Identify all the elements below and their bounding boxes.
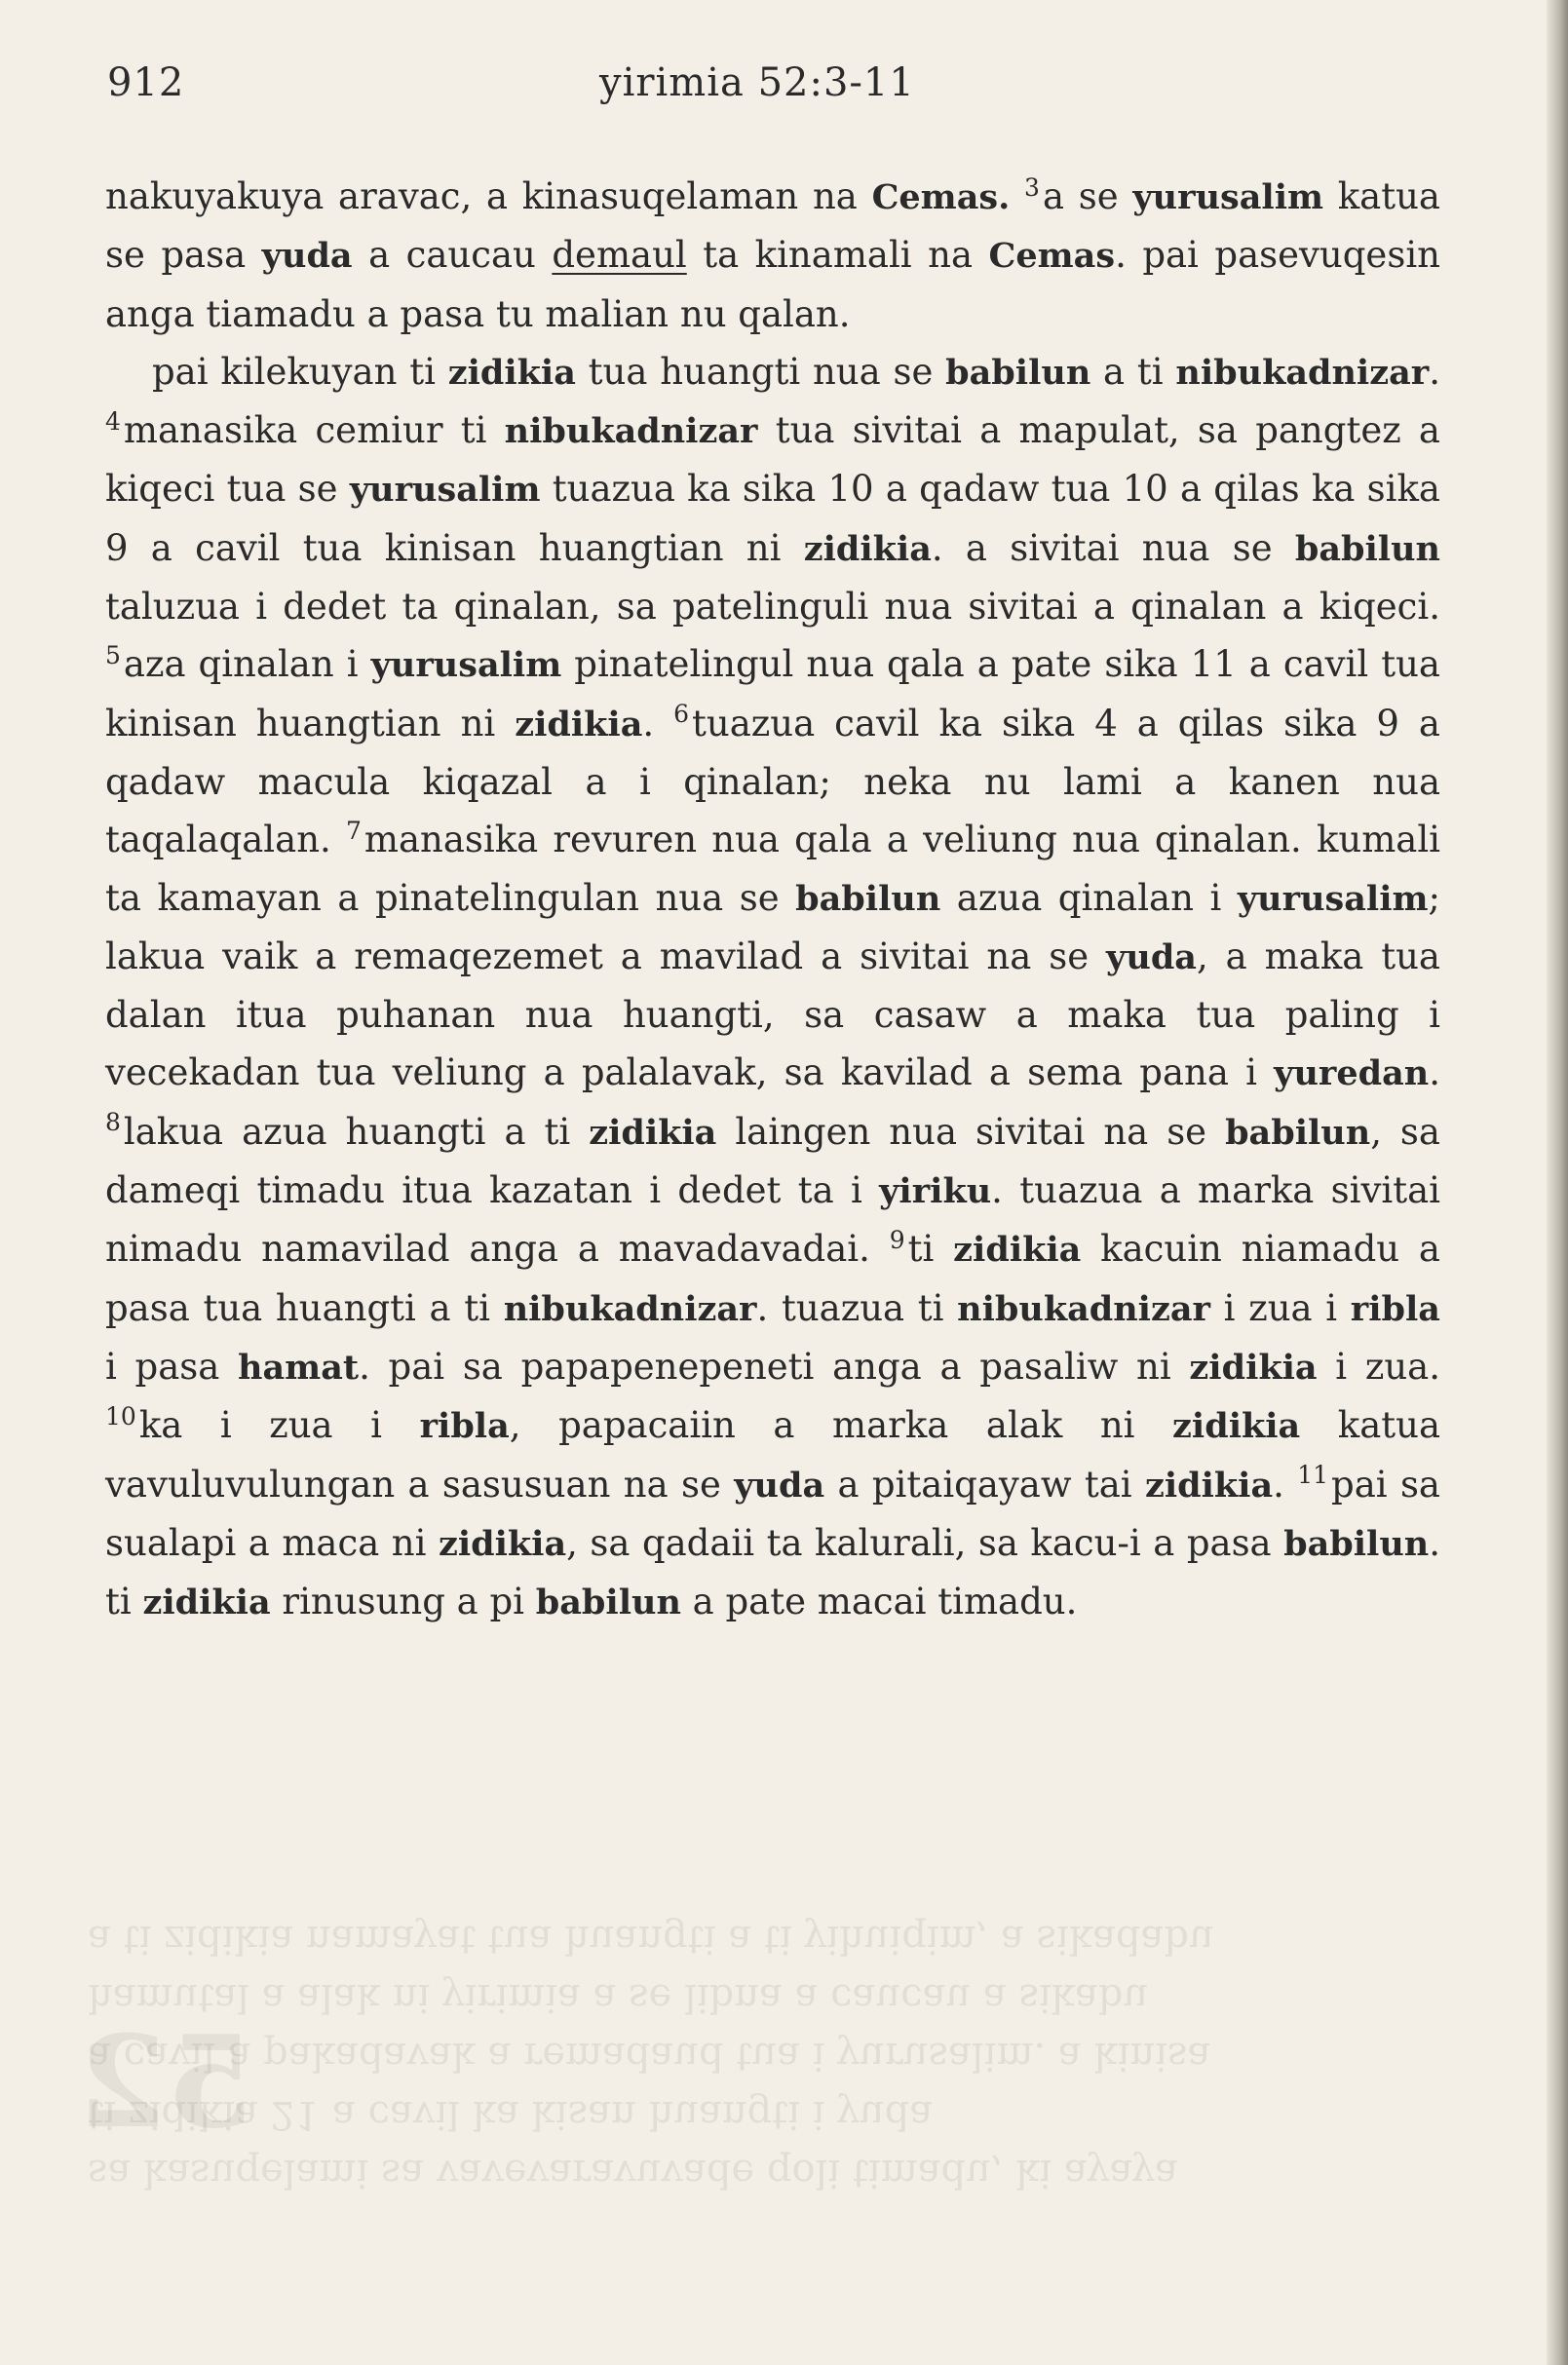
text-run: tuazua cavil ka sika 4 a qilas sika 9 a qadaw macula kiqazal a i qinalan; neka nu lami a kanen nua taqalaqalan. (105, 702, 1440, 861)
bold-name: yuredan (1274, 1053, 1430, 1094)
bold-name: babilun (1294, 528, 1440, 569)
page-header (107, 60, 1433, 119)
text-run: , sa qadaii ta kalurali, sa kacu-i a pasa (566, 1521, 1284, 1564)
text-run: . tuazua ti (756, 1286, 958, 1329)
verse-number: 8 (105, 1108, 121, 1137)
text-run: tua huangti nua se (575, 350, 946, 393)
text-run: ka i zua i (138, 1404, 420, 1447)
text-run: . (1273, 1463, 1298, 1506)
text-run: katua vavuluvulungan a sasusuan na se (105, 1404, 1441, 1506)
text-run: pai kilekuyan ti (152, 350, 448, 393)
text-run: lakua azua huangti a ti (123, 1110, 590, 1153)
paragraph (105, 343, 1440, 1632)
text-run: ti (907, 1228, 954, 1271)
verse-number: 7 (345, 816, 362, 845)
text-run: laingen nua sivitai na se (716, 1110, 1226, 1153)
bold-name: yurusalim (349, 470, 541, 511)
text-run: i zua. (1317, 1345, 1440, 1388)
text-run: , a maka tua dalan itua puhanan nua huangti, sa casaw a maka tua paling i vecekadan tua veliung a palalavak, sa kavilad a sema pana i (105, 935, 1440, 1094)
show-through-text: sa kasuqelami sa vavevaravuvade qoli timadu, ki ayaya ti zidikia 21 a cavil ka kisan huangti i yuda a cavil a pakadavak a remadaud tua i yurusalim. a kinisa hamutal a alak ni yirimia a se libna a caucau a sikabu a ti zidikia namayat tua huangti a ti yihuiqim, a sikadabu (88, 1917, 1214, 2195)
bold-name: babilun (535, 1583, 681, 1623)
bold-name: nibukadnizar (503, 1288, 757, 1329)
text-run: nakuyakuya aravac, a kinasuqelaman na (105, 175, 872, 217)
bold-name: ribla (419, 1406, 510, 1447)
bold-name: yuda (734, 1465, 825, 1506)
text-run: manasika revuren nua qala a veliung nua qinalan. kumali ta kamayan a pinatelingulan nua se (105, 819, 1441, 919)
text-run: pinatelingul nua qala a pate sika 11 a cavil tua kinisan huangtian ni (105, 643, 1440, 744)
bold-name: zidikia (953, 1230, 1082, 1271)
text-run: . pai sa papapenepeneti anga a pasaliw ni (359, 1345, 1190, 1388)
body-text (105, 168, 1440, 1631)
text-run: . (1429, 350, 1440, 393)
text-run: . tuazua a marka sivitai nimadu namavilad anga a mavadavadai. (105, 1169, 1440, 1271)
verse-number: 6 (673, 700, 690, 729)
text-run (1010, 175, 1024, 217)
bold-name: Cemas. (871, 177, 1011, 217)
text-run: manasika cemiur ti (123, 409, 505, 452)
text-run: i pasa (105, 1345, 239, 1388)
bold-name: yuda (261, 236, 353, 277)
text-run: ; lakua vaik a remaqezemet a mavilad a sivitai na se (105, 876, 1440, 977)
bold-name: babilun (1283, 1523, 1430, 1564)
text-run: a caucau (352, 234, 553, 277)
text-run: a pate macai timadu. (680, 1581, 1078, 1623)
bold-name: yuda (1106, 936, 1197, 977)
bold-name: yurusalim (370, 645, 562, 686)
verse-number: 11 (1297, 1461, 1329, 1490)
text-run: . (1429, 1051, 1440, 1094)
bold-name: hamat (238, 1347, 360, 1388)
text-run: azua qinalan i (940, 876, 1238, 919)
running-head: yirimia 52:3-11 (599, 60, 915, 105)
bold-name: zidikia (438, 1523, 567, 1564)
text-run: tua sivitai a mapulat, sa pangtez a kiqeci tua se (105, 409, 1440, 511)
bold-name: babilun (1225, 1112, 1371, 1153)
text-run: a pitaiqayaw tai (824, 1463, 1145, 1506)
page-number: 912 (107, 60, 185, 105)
text-run: , papacaiin a marka alak ni (509, 1404, 1173, 1447)
text-run: katua se pasa (105, 175, 1440, 277)
text-run: . a sivitai nua se (931, 526, 1295, 569)
bold-name: babilun (945, 352, 1091, 393)
bold-name: yurusalim (1237, 878, 1429, 919)
bold-name: zidikia (803, 528, 932, 569)
page-edge-shadow (1547, 0, 1568, 2365)
bold-name: yiriku (879, 1171, 992, 1212)
bold-name: zidikia (142, 1583, 271, 1623)
text-run: a ti (1090, 350, 1176, 393)
bold-name: nibukadnizar (1175, 352, 1430, 393)
verse-number: 3 (1024, 172, 1040, 202)
bold-name: zidikia (1189, 1347, 1318, 1388)
text-run: i zua i (1209, 1286, 1351, 1329)
paragraph (105, 168, 1440, 343)
verse-number: 5 (105, 641, 121, 670)
text-run: . ti (105, 1521, 1440, 1623)
bold-name: zidikia (589, 1112, 717, 1153)
text-run: ta kinamali na (686, 234, 989, 277)
text-run: taluzua i dedet ta qinalan, sa patelinguli nua sivitai a qinalan a kiqeci. (105, 586, 1440, 629)
text-run: aza qinalan i (123, 643, 371, 686)
bold-name: ribla (1350, 1288, 1440, 1329)
text-run: , sa dameqi timadu itua kazatan i dedet ta i (105, 1110, 1440, 1212)
bold-name: nibukadnizar (957, 1288, 1210, 1329)
bold-name: zidikia (1172, 1406, 1301, 1447)
verse-number: 10 (105, 1401, 136, 1430)
bold-name: zidikia (515, 704, 643, 744)
bold-name: zidikia (447, 352, 576, 393)
bold-name: Cemas (988, 236, 1116, 277)
bold-name: yurusalim (1132, 177, 1324, 217)
text-run: . pai pasevuqesin anga tiamadu a pasa tu malian nu qalan. (105, 234, 1440, 335)
show-through-chapter-number: 52 (78, 2007, 254, 2156)
text-run: pai sa sualapi a maca ni (105, 1463, 1440, 1564)
bold-name: babilun (795, 878, 941, 919)
text-run: kacuin niamadu a pasa tua huangti a ti (105, 1228, 1440, 1329)
text-run: . (642, 702, 674, 744)
verse-number: 9 (889, 1226, 905, 1255)
text-run: demaul (552, 234, 687, 277)
bold-name: nibukadnizar (504, 411, 758, 452)
text-run: a se (1042, 175, 1133, 217)
verse-number: 4 (105, 406, 121, 436)
bold-name: zidikia (1144, 1465, 1274, 1506)
text-run: tuazua ka sika 10 a qadaw tua 10 a qilas ka sika 9 a cavil tua kinisan huangtian ni (105, 468, 1440, 569)
text-run: rinusung a pi (270, 1581, 536, 1623)
